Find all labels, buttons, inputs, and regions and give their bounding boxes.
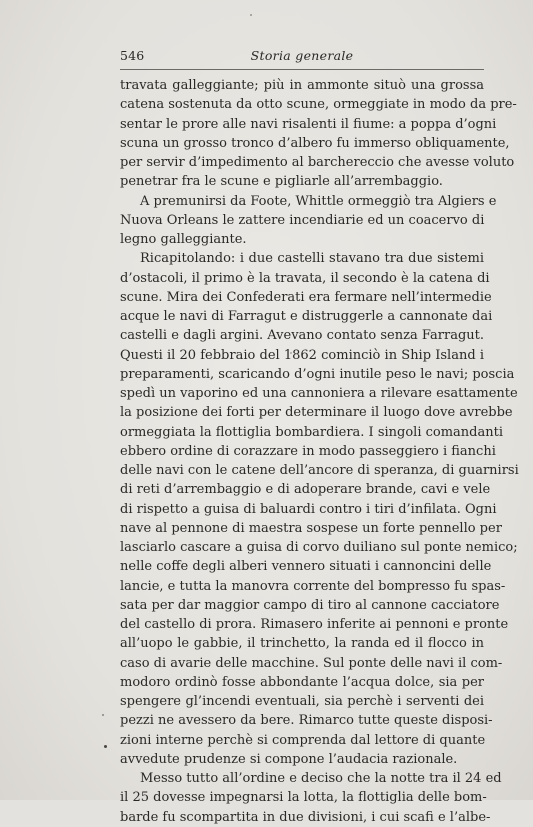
text-line: nave al pennone di maestra sospese un forte pennello per xyxy=(120,520,502,536)
text-line: per servir d’impedimento al barchereccio che avesse voluto xyxy=(120,155,515,170)
text-line: delle navi con le catene dell’ancore di speranza, di guarnirsi xyxy=(120,463,519,478)
text-line: legno galleggiante. xyxy=(120,232,247,247)
text-line: scuna un grosso tronco d’albero fu immerso obliquamente, xyxy=(120,135,510,151)
paper-speck xyxy=(290,352,292,354)
text-line: ormeggiata la flottiglia bombardiera. I singoli comandanti xyxy=(120,424,503,440)
text-line: del castello di prora. Rimasero inferite ai pennoni e pronte xyxy=(120,617,509,632)
text-line: catena sostenuta da otto scune, ormeggiate in modo da pre- xyxy=(120,97,517,113)
text-line: Nuova Orleans le zattere incendiarie ed un coacervo di xyxy=(120,212,485,228)
page-number: 546 xyxy=(120,48,145,63)
text-line: di rispetto a guisa di baluardi contro i tiri d’infilata. Ogni xyxy=(120,501,497,517)
body-text xyxy=(120,76,519,827)
text-line: penetrar fra le scune e pigliarle all’arrembaggio. xyxy=(120,174,443,190)
text-line: zioni interne perchè si comprenda dal lettore di quante xyxy=(120,732,486,748)
header-rule xyxy=(120,69,484,70)
text-line: scune. Mira dei Confederati era fermare nell’intermedie xyxy=(120,289,492,305)
paragraph-start-line: A premunirsi da Foote, Whittle ormeggiò tra Algiers e xyxy=(140,193,497,209)
text-line: all’uopo le gabbie, il trinchetto, la randa ed il flocco in xyxy=(120,636,484,652)
paragraph-start-line: Messo tutto all’ordine e deciso che la notte tra il 24 ed xyxy=(140,771,502,786)
text-line: avvedute prudenze si compone l’audacia razionale. xyxy=(120,751,458,767)
text-line: il 25 dovesse impegnarsi la lotta, la flottiglia delle bom- xyxy=(120,790,487,806)
paper-speck xyxy=(250,14,252,16)
text-line: Questi il 20 febbraio del 1862 cominciò in Ship Island i xyxy=(120,347,484,363)
text-line: sentar le prore alle navi risalenti il fiume: a poppa d’ogni xyxy=(120,116,497,132)
text-line: modoro ordinò fosse abbondante l’acqua dolce, sia per xyxy=(120,674,484,690)
text-line: preparamenti, scaricando d’ogni inutile peso le navi; poscia xyxy=(120,366,515,382)
paragraph-start-line: Ricapitolando: i due castelli stavano tra due sistemi xyxy=(140,251,484,267)
text-line: lasciarlo cascare a guisa di corvo duiliano sul ponte nemico; xyxy=(120,540,518,555)
page-header xyxy=(120,48,484,66)
text-line: spengere gl’incendi eventuali, sia perchè i serventi dei xyxy=(120,694,484,709)
text-line: ebbero ordine di corazzare in modo passeggiero i fianchi xyxy=(120,443,496,459)
text-line: la posizione dei forti per determinare il luogo dove avrebbe xyxy=(120,405,513,421)
text-line: d’ostacoli, il primo è la travata, il secondo è la catena di xyxy=(120,270,490,286)
text-line: pezzi ne avessero da bere. Rimarco tutte queste disposi- xyxy=(120,713,493,729)
text-line: barde fu scompartita in due divisioni, i cui scafi e l’albe- xyxy=(120,809,491,825)
text-line: castelli e dagli argini. Avevano contato senza Farragut. xyxy=(120,328,484,344)
text-line: sata per dar maggior campo di tiro al cannone cacciatore xyxy=(120,597,500,613)
text-line: acque le navi di Farragut e distruggerle a cannonate dai xyxy=(120,309,493,324)
text-line: lancie, e tutta la manovra corrente del bompresso fu spas- xyxy=(120,578,506,594)
text-line: travata galleggiante; più in ammonte situò una grossa xyxy=(120,78,484,93)
running-title: Storia generale xyxy=(250,48,354,63)
text-line: caso di avarie delle macchine. Sul ponte delle navi il com- xyxy=(120,655,503,671)
paper-speck xyxy=(102,714,104,716)
text-line: di reti d’arrembaggio e di adoperare brande, cavi e vele xyxy=(120,482,491,498)
paper-speck xyxy=(104,745,107,748)
text-line: spedì un vaporino ed una cannoniera a rilevare esattamente xyxy=(120,386,518,401)
text-line: nelle coffe degli alberi vennero situati i cannoncini delle xyxy=(120,559,492,575)
